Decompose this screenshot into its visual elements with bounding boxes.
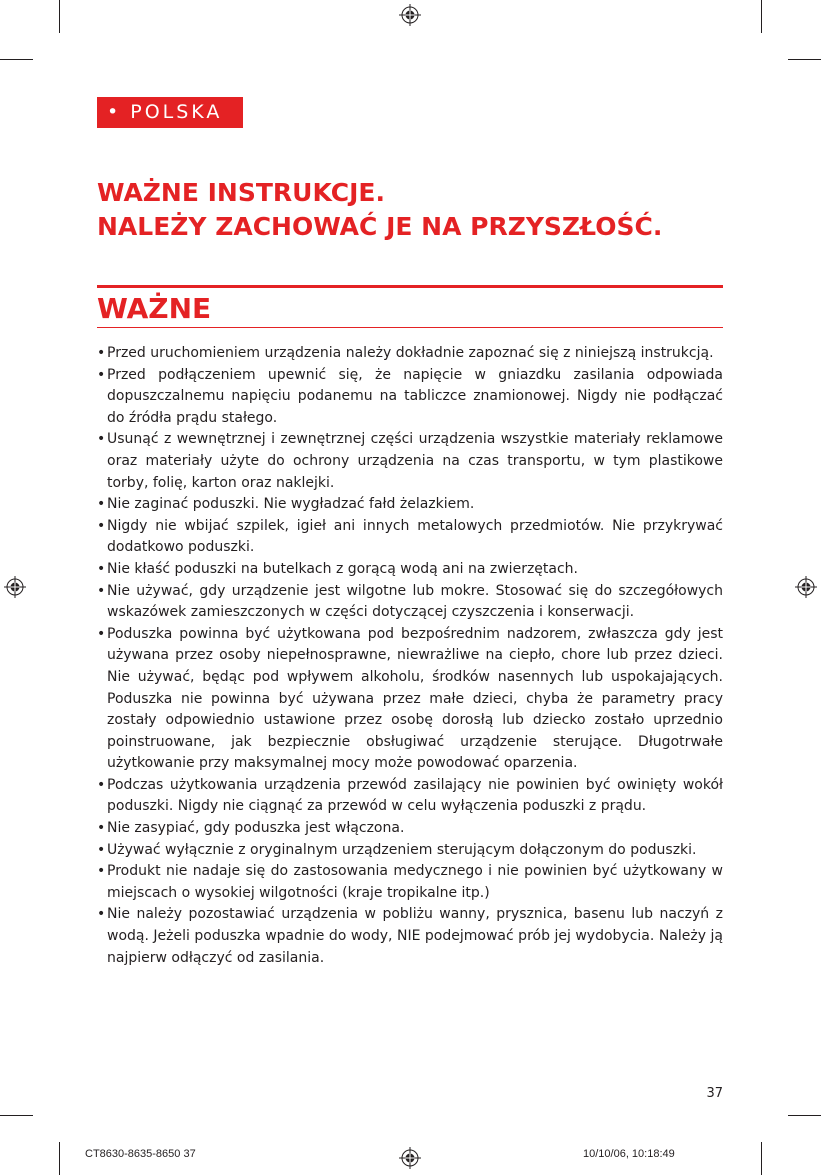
list-item: • Przed uruchomieniem urządzenia należy dokładnie zapoznać się z niniejszą instrukcją.: [97, 343, 723, 365]
page-title-line-2: NALEŻY ZACHOWAĆ JE NA PRZYSZŁOŚĆ.: [97, 212, 663, 241]
page-number: 37: [706, 1086, 723, 1101]
crop-mark-icon: [761, 0, 762, 33]
list-item: • Nie należy pozostawiać urządzenia w pobliżu wanny, prysznica, basenu lub naczyń z wodą. Jeżeli poduszka wpadnie do wody, NIE podejmować prób jej wydobycia. Należy ją najpierw odłączyć od zasilania.: [97, 904, 723, 969]
crop-mark-icon: [0, 59, 33, 60]
list-item: • Poduszka powinna być użytkowana pod bezpośrednim nadzorem, zwłaszcza gdy jest używana przez osoby niepełnosprawne, niewrażliwe na ciepło, chore lub przez dzieci. Nie używać, będąc pod wpływem alkoholu, środków nasennych lub uspokajających. Poduszka nie powinna być używana przez małe dzieci, chyba że parametry pracy zostały odpowiednio ustawione przez osobę dorosłą lub dziecko zostało uprzednio poinstruowane, jak bezpiecznie obsługiwać urządzenie sterujące. Długotrwałe użytkowanie przy maksymalnej mocy może powodować oparzenia.: [97, 624, 723, 775]
print-slug-timestamp: 10/10/06, 10:18:49: [583, 1148, 675, 1160]
list-item: • Używać wyłącznie z oryginalnym urządzeniem sterującym dołączonym do poduszki.: [97, 840, 723, 862]
registration-mark-icon: [399, 4, 421, 26]
list-item: • Produkt nie nadaje się do zastosowania medycznego i nie powinien być użytkowany w miejscach o wysokiej wilgotności (kraje tropikalne itp.): [97, 861, 723, 904]
list-item: • Nie zasypiać, gdy poduszka jest włączona.: [97, 818, 723, 840]
list-item: • Nie używać, gdy urządzenie jest wilgotne lub mokre. Stosować się do szczegółowych wskazówek zamieszczonych w części dotyczącej czyszczenia i konserwacji.: [97, 581, 723, 624]
section-heading: WAŻNE: [97, 292, 212, 325]
crop-mark-icon: [59, 1142, 60, 1175]
section-divider-thick: [97, 285, 723, 288]
list-item: • Nie zaginać poduszki. Nie wygładzać fałd żelazkiem.: [97, 494, 723, 516]
page-title-line-1: WAŻNE INSTRUKCJE.: [97, 178, 385, 207]
list-item: • Nie kłaść poduszki na butelkach z gorącą wodą ani na zwierzętach.: [97, 559, 723, 581]
registration-mark-icon: [795, 576, 817, 598]
section-divider-thin: [97, 327, 723, 328]
crop-mark-icon: [0, 1115, 33, 1116]
registration-mark-icon: [399, 1147, 421, 1169]
list-item: • Podczas użytkowania urządzenia przewód zasilający nie powinien być owinięty wokół poduszki. Nigdy nie ciągnąć za przewód w celu wyłączenia poduszki z prądu.: [97, 775, 723, 818]
list-item: • Przed podłączeniem upewnić się, że napięcie w gniazdku zasilania odpowiada dopuszczalnemu napięciu podanemu na tabliczce znamionowej. Nigdy nie podłączać do źródła prądu stałego.: [97, 365, 723, 430]
instruction-list: [97, 343, 723, 969]
print-slug-file: CT8630-8635-8650 37: [85, 1148, 196, 1160]
crop-mark-icon: [788, 1115, 821, 1116]
crop-mark-icon: [59, 0, 60, 33]
crop-mark-icon: [788, 59, 821, 60]
language-tab: • POLSKA: [97, 97, 243, 128]
list-item: • Usunąć z wewnętrznej i zewnętrznej części urządzenia wszystkie materiały reklamowe oraz materiały użyte do ochrony urządzenia na czas transportu, w tym plastikowe torby, folię, karton oraz naklejki.: [97, 429, 723, 494]
registration-mark-icon: [4, 576, 26, 598]
list-item: • Nigdy nie wbijać szpilek, igieł ani innych metalowych przedmiotów. Nie przykrywać dodatkowo poduszki.: [97, 516, 723, 559]
page-title: [97, 176, 662, 244]
crop-mark-icon: [761, 1142, 762, 1175]
